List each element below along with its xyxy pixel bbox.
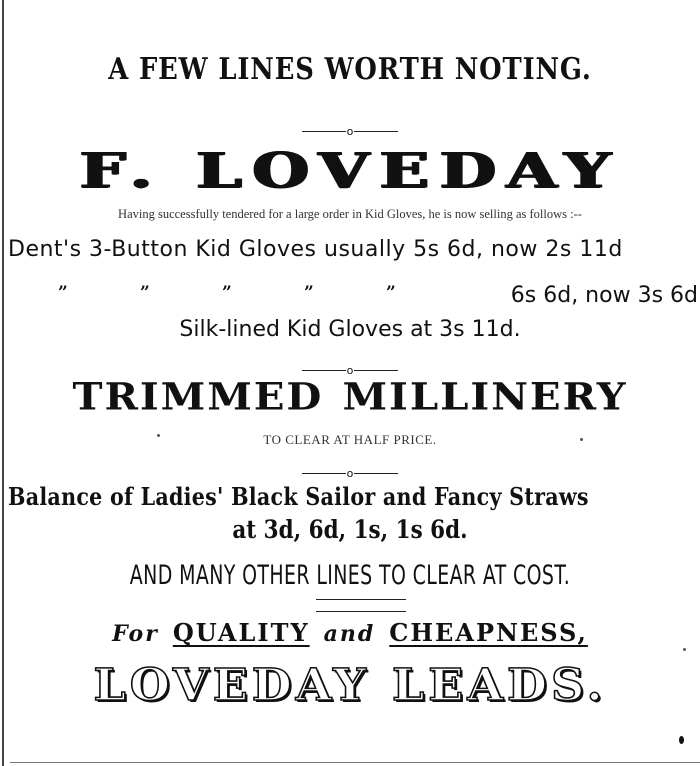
ditto-mark: ” [304, 283, 314, 303]
short-rule-2 [316, 611, 406, 612]
print-speck [683, 648, 686, 651]
glove-offer-line-2-price: 6s 6d, now 3s 6d [510, 283, 698, 308]
glove-offer-line-3: Silk-lined Kid Gloves at 3s 11d. [179, 317, 521, 342]
millinery-note: TO CLEAR AT HALF PRICE. [263, 432, 437, 447]
glove-notice: Having successfully tendered for a large order in Kid Gloves, he is now selling as follows :-- [118, 207, 582, 221]
slogan-quality: QUALITY [172, 618, 310, 647]
closing-slogan [0, 659, 700, 710]
print-speck [157, 434, 160, 437]
slogan-line [0, 618, 700, 647]
advert-heading: A FEW LINES WORTH NOTING. [108, 52, 592, 87]
divider-mark: o [346, 125, 354, 138]
divider-mark: o [346, 467, 354, 480]
millinery-word-2: MILLINERY [342, 374, 628, 419]
glove-offer-line-1: Dent's 3-Button Kid Gloves usually 5s 6d, now 2s 11d [8, 237, 623, 262]
slogan-for: For [112, 621, 159, 647]
slogan-and: and [323, 621, 376, 647]
short-rule-1 [316, 599, 406, 600]
ink-blot [679, 736, 684, 744]
slogan-cheapness: CHEAPNESS, [389, 618, 588, 647]
ditto-mark: ” [140, 283, 150, 303]
divider-2 [0, 358, 700, 376]
straws-offer-line-2: at 3d, 6d, 1s, 1s 6d. [232, 515, 468, 544]
divider-3 [0, 461, 700, 479]
ditto-marks [58, 283, 468, 303]
millinery-word-1: TRIMMED [72, 374, 324, 419]
column-rule-left [2, 0, 4, 766]
shop-name: F. LOVEDAY [79, 142, 621, 200]
closing-word-1: LOVEDAY [93, 659, 370, 711]
ditto-mark: ” [386, 283, 396, 303]
ditto-mark: ” [58, 283, 68, 303]
divider-mark: o [346, 364, 354, 377]
print-speck [580, 438, 583, 441]
ditto-mark: ” [222, 283, 232, 303]
millinery-heading [14, 374, 686, 418]
divider-1 [0, 119, 700, 137]
column-rule-bottom [10, 762, 700, 763]
closing-word-2: LEADS. [391, 659, 607, 711]
many-lines-notice: AND MANY OTHER LINES TO CLEAR AT COST. [129, 560, 571, 591]
straws-offer-line-1: Balance of Ladies' Black Sailor and Fancy Straws [8, 482, 589, 511]
